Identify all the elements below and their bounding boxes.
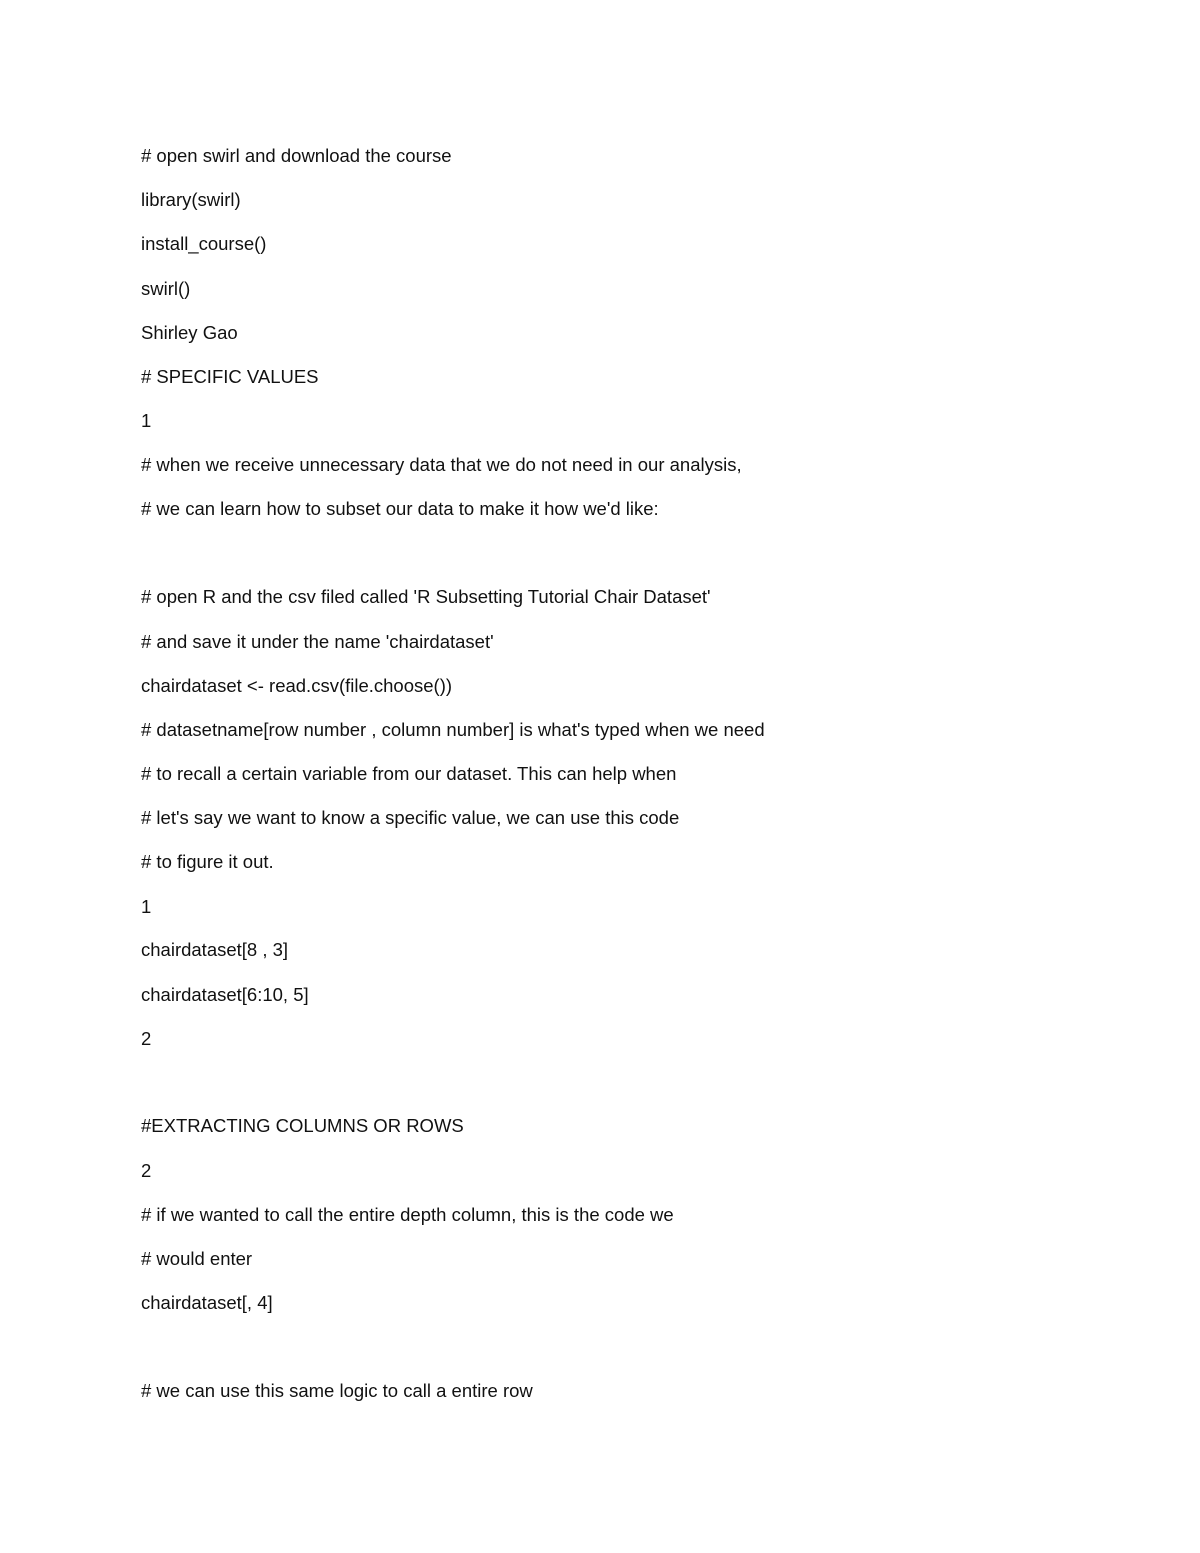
- text-line: # if we wanted to call the entire depth column, this is the code we: [141, 1204, 674, 1225]
- text-line: # to figure it out.: [141, 851, 274, 872]
- text-line: # we can learn how to subset our data to make it how we'd like:: [141, 498, 659, 519]
- text-line: swirl(): [141, 278, 191, 299]
- text-line: chairdataset[, 4]: [141, 1292, 273, 1313]
- text-line: chairdataset <- read.csv(file.choose()): [141, 675, 453, 696]
- text-line: # let's say we want to know a specific value, we can use this code: [141, 807, 680, 828]
- text-line: # we can use this same logic to call a entire row: [141, 1380, 533, 1401]
- section-heading: #EXTRACTING COLUMNS OR ROWS: [141, 1115, 464, 1136]
- text-line: # when we receive unnecessary data that we do not need in our analysis,: [141, 454, 742, 475]
- text-line: # and save it under the name 'chairdataset': [141, 631, 494, 652]
- text-line: # datasetname[row number , column number] is what's typed when we need: [141, 719, 765, 740]
- text-line: install_course(): [141, 233, 267, 254]
- text-line: 1: [141, 896, 152, 917]
- text-line: # open R and the csv filed called 'R Subsetting Tutorial Chair Dataset': [141, 586, 711, 607]
- text-line: chairdataset[6:10, 5]: [141, 984, 309, 1005]
- text-line: # to recall a certain variable from our dataset. This can help when: [141, 763, 677, 784]
- text-line: # would enter: [141, 1248, 253, 1269]
- author-name: Shirley Gao: [141, 322, 238, 343]
- text-line: # open swirl and download the course: [141, 145, 452, 166]
- text-line: chairdataset[8 , 3]: [141, 939, 289, 960]
- section-heading: # SPECIFIC VALUES: [141, 366, 319, 387]
- text-line: 1: [141, 410, 152, 431]
- text-line: 2: [141, 1160, 152, 1181]
- text-line: 2: [141, 1028, 152, 1049]
- text-line: library(swirl): [141, 189, 241, 210]
